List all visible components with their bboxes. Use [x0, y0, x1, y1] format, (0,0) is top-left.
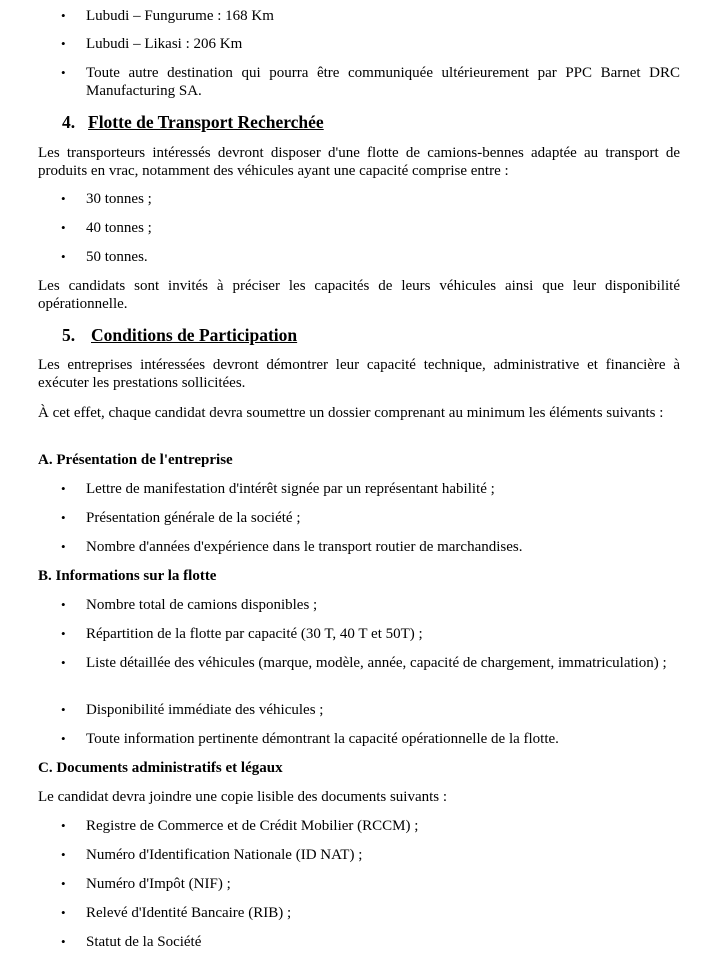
- bullet-icon: •: [61, 220, 66, 235]
- section-5-para-2: À cet effet, chaque candidat devra soumettre un dossier comprenant au minimum les éléments suivants :: [38, 405, 664, 421]
- list-item: Toute information pertinente démontrant la capacité opérationnelle de la flotte.: [86, 731, 559, 747]
- list-item: 50 tonnes.: [86, 249, 148, 265]
- section-5-para-1: Les entreprises intéressées devront démontrer leur capacité technique, administrative et financière à exécuter les prestations sollicitées.: [38, 357, 680, 391]
- list-item: Registre de Commerce et de Crédit Mobilier (RCCM) ;: [86, 818, 419, 834]
- subsection-c-title: C. Documents administratifs et légaux: [38, 760, 283, 776]
- list-item: Nombre total de camions disponibles ;: [86, 597, 318, 613]
- bullet-icon: •: [61, 818, 66, 833]
- list-item: Présentation générale de la société ;: [86, 510, 301, 526]
- bullet-icon: •: [61, 655, 66, 670]
- bullet-icon: •: [61, 905, 66, 920]
- list-item: Nombre d'années d'expérience dans le transport routier de marchandises.: [86, 539, 523, 555]
- bullet-icon: •: [61, 65, 66, 80]
- bullet-icon: •: [61, 597, 66, 612]
- bullet-icon: •: [61, 876, 66, 891]
- list-item: Disponibilité immédiate des véhicules ;: [86, 702, 324, 718]
- section-4-intro: Les transporteurs intéressés devront disposer d'une flotte de camions-bennes adaptée au transport de produits en vrac, notamment des véhicules ayant une capacité comprise entre :: [38, 145, 680, 179]
- section-4-outro: Les candidats sont invités à préciser les capacités de leurs véhicules ainsi que leur disponibilité opérationnelle.: [38, 278, 680, 312]
- list-item: Statut de la Société: [86, 934, 202, 950]
- bullet-icon: •: [61, 539, 66, 554]
- bullet-icon: •: [61, 481, 66, 496]
- section-4-number: 4.: [62, 112, 76, 132]
- list-item: Lettre de manifestation d'intérêt signée par un représentant habilité ;: [86, 481, 495, 497]
- subsection-b-title: B. Informations sur la flotte: [38, 568, 217, 584]
- subsection-a-title: A. Présentation de l'entreprise: [38, 452, 233, 468]
- subsection-c-intro: Le candidat devra joindre une copie lisible des documents suivants :: [38, 789, 448, 805]
- list-item: Toute autre destination qui pourra être communiquée ultérieurement par PPC Barnet DRC Manufacturing SA.: [86, 65, 680, 99]
- bullet-icon: •: [61, 510, 66, 525]
- list-item: Numéro d'Impôt (NIF) ;: [86, 876, 231, 892]
- bullet-icon: •: [61, 934, 66, 949]
- bullet-icon: •: [61, 702, 66, 717]
- list-item: 40 tonnes ;: [86, 220, 152, 236]
- bullet-icon: •: [61, 731, 66, 746]
- list-item: Lubudi – Fungurume : 168 Km: [86, 8, 274, 24]
- list-item: Numéro d'Identification Nationale (ID NAT) ;: [86, 847, 363, 863]
- list-item: Répartition de la flotte par capacité (30 T, 40 T et 50T) ;: [86, 626, 423, 642]
- list-item: Lubudi – Likasi : 206 Km: [86, 36, 243, 52]
- bullet-icon: •: [61, 626, 66, 641]
- bullet-icon: •: [61, 8, 66, 23]
- list-item: 30 tonnes ;: [86, 191, 152, 207]
- bullet-icon: •: [61, 191, 66, 206]
- bullet-icon: •: [61, 36, 66, 51]
- section-5-number: 5.: [62, 325, 76, 345]
- list-item: Liste détaillée des véhicules (marque, modèle, année, capacité de chargement, immatriculation) ;: [86, 655, 667, 671]
- bullet-icon: •: [61, 249, 66, 264]
- list-item: Relevé d'Identité Bancaire (RIB) ;: [86, 905, 292, 921]
- bullet-icon: •: [61, 847, 66, 862]
- section-4-title: Flotte de Transport Recherchée: [88, 112, 324, 132]
- section-5-title: Conditions de Participation: [91, 325, 298, 345]
